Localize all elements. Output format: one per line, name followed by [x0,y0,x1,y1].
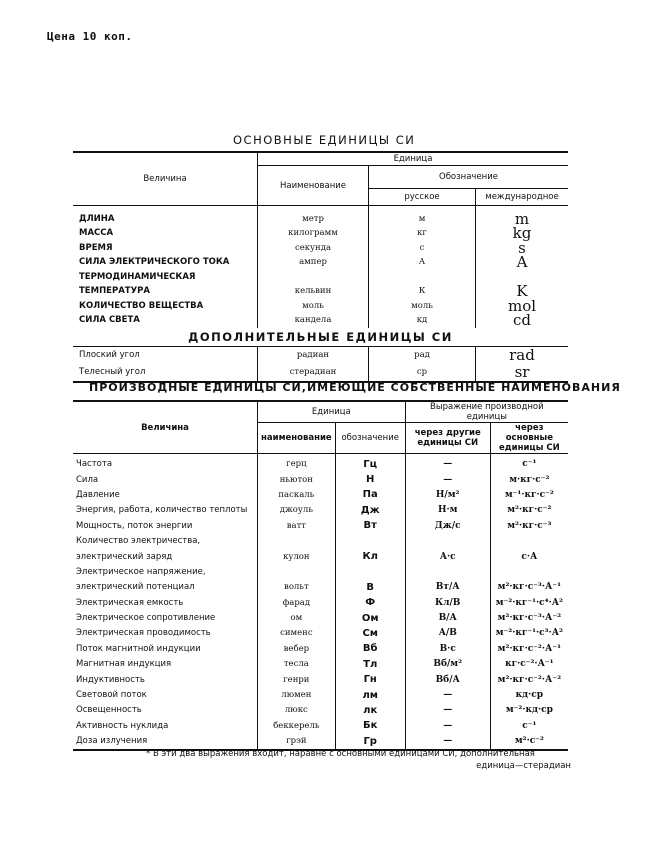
supp-row-solid-angle [73,364,568,382]
symbol-cell: Вб [335,641,405,656]
quantity-cell: Количество электричества, [76,536,201,547]
derived-row [73,718,568,733]
quantity-cell: Доза излучения [76,736,148,747]
quantity-cell: Электрическая проводимость [76,628,211,639]
name-cell: радиан [258,346,369,364]
via-other-cell [405,564,490,579]
via-other-cell: А/В [405,626,490,641]
base-row-mass [73,226,568,241]
name-cell: кулон [258,549,336,564]
via-other-cell [405,533,490,548]
via-other-cell: Кл/В [405,595,490,610]
ru-cell: с [369,241,476,256]
name-cell: моль [258,299,369,314]
via-base-cell [490,564,568,579]
supplementary-title: ДОПОЛНИТЕЛЬНЫЕ ЕДИНИЦЫ СИ [73,328,568,347]
ru-cell: кг [369,226,476,241]
via-base-cell: с·А [490,549,568,564]
name-cell: ом [258,610,336,625]
quantity-cell: электрический заряд [76,551,173,562]
derived-row [73,503,568,518]
quantity-cell: Частота [76,459,113,470]
quantity-cell: Электрическая емкость [76,597,184,608]
derived-units-title: ПРОИЗВОДНЫЕ ЕДИНИЦЫ СИ,ИМЕЮЩИЕ СОБСТВЕННЫЕ НАИМЕНОВАНИЯ [89,381,621,394]
base-row-current [73,255,568,270]
via-other-cell: Н·м [405,503,490,518]
name-cell: люкс [258,703,336,718]
quantity-cell: ТЕРМОДИНАМИЧЕСКАЯ [79,271,196,282]
name-cell: беккерель [258,718,336,733]
base-units-title: ОСНОВНЫЕ ЕДИНИЦЫ СИ [233,133,416,147]
via-other-cell: А·с [405,549,490,564]
ru-cell [369,270,476,285]
via-base-cell: м²·кг·с⁻² [490,503,568,518]
intl-cell: mol [476,299,569,314]
via-base-cell: с⁻¹ [490,457,568,472]
quantity-cell: ДЛИНА [79,213,115,224]
via-other-cell: В·с [405,641,490,656]
quantity-cell: электрический потенциал [76,582,195,593]
symbol-cell: Кл [335,549,405,564]
name-cell: герц [258,457,336,472]
name-cell: ампер [258,255,369,270]
name-cell [258,270,369,285]
symbol-cell: Гр [335,734,405,750]
quantity-cell: Давление [76,489,120,500]
via-base-cell: м⁻²·кг⁻¹·с³·А² [490,626,568,641]
header-name: Наименование [258,166,369,206]
via-base-cell: м⁻²·кд·ср [490,703,568,718]
name-cell: секунда [258,241,369,256]
name-cell: тесла [258,657,336,672]
header-russian: русское [369,189,476,206]
derived-row [73,564,568,579]
quantity-cell: Активность нуклида [76,720,169,731]
derived-units-table [73,400,568,751]
base-row-thermo [73,270,568,285]
symbol-cell: лк [335,703,405,718]
base-row-temperature [73,284,568,299]
via-other-cell: Н/м² [405,487,490,502]
via-base-cell: кд·ср [490,687,568,702]
footnote-line-2: единица—стерадиан [476,761,571,771]
ru-cell: ср [369,364,476,382]
via-base-cell: м²·кг·с⁻³·А⁻² [490,610,568,625]
derived-row [73,533,568,548]
via-base-cell: м²·кг·с⁻³ [490,518,568,533]
footnote-line-1: * В эти два выражения входит, наравне с основными единицами СИ, дополнительная [146,749,535,759]
quantity-cell: ТЕМПЕРАТУРА [79,286,150,297]
quantity-cell: КОЛИЧЕСТВО ВЕЩЕСТВА [79,300,204,311]
symbol-cell: Гн [335,672,405,687]
via-other-cell: Дж/с [405,518,490,533]
name-cell: кандела [258,313,369,328]
base-row-time [73,241,568,256]
header-via-other: через другие единицы СИ [405,423,490,454]
name-cell: сименс [258,626,336,641]
via-base-cell: м⁻¹·кг·с⁻² [490,487,568,502]
symbol-cell: Тл [335,657,405,672]
base-units-table [73,151,568,383]
via-base-cell: м·кг·с⁻² [490,472,568,487]
derived-row [73,472,568,487]
quantity-cell: Телесный угол [79,367,146,377]
quantity-cell: ВРЕМЯ [79,242,113,253]
name-cell: вебер [258,641,336,656]
symbol-cell: Ф [335,595,405,610]
symbol-cell [335,533,405,548]
name-cell [258,533,336,548]
supp-row-plane-angle [73,346,568,364]
quantity-cell: Энергия, работа, количество теплоты [76,505,248,516]
via-other-cell: — [405,472,490,487]
via-other-cell: — [405,457,490,472]
via-base-cell: с⁻¹ [490,718,568,733]
header-unit: Единица [258,401,406,423]
via-base-cell: м²·с⁻² [490,734,568,750]
footnote [146,748,571,772]
via-base-cell: м⁻²·кг⁻¹·с⁴·А² [490,595,568,610]
quantity-cell: Электрическое напряжение, [76,566,206,577]
derived-row [73,487,568,502]
quantity-cell: Магнитная индукция [76,659,172,670]
derived-row [73,518,568,533]
derived-row [73,610,568,625]
intl-cell: sr [476,364,569,382]
header-quantity: Величина [73,401,258,454]
name-cell [258,564,336,579]
quantity-cell: Сила [76,474,99,485]
base-row-luminous [73,313,568,328]
quantity-cell: СИЛА СВЕТА [79,315,140,326]
price-label: Цена 10 коп. [47,30,133,43]
quantity-cell: Поток магнитной индукции [76,643,201,654]
name-cell: метр [258,212,369,227]
via-base-cell [490,533,568,548]
intl-cell: m [476,212,569,227]
derived-row [73,672,568,687]
via-base-cell: м²·кг·с⁻³·А⁻¹ [490,580,568,595]
name-cell: стерадиан [258,364,369,382]
via-other-cell: Вб/м² [405,657,490,672]
ru-cell: К [369,284,476,299]
name-cell: фарад [258,595,336,610]
header-designation: обозначение [335,423,405,454]
name-cell: килограмм [258,226,369,241]
base-row-length [73,212,568,227]
via-other-cell: Вб/А [405,672,490,687]
derived-row [73,595,568,610]
quantity-cell: Освещенность [76,705,142,716]
quantity-cell: Плоский угол [79,350,140,360]
quantity-cell: Световой поток [76,690,147,701]
symbol-cell: лм [335,687,405,702]
derived-row [73,549,568,564]
via-base-cell: м²·кг·с⁻²·А⁻¹ [490,641,568,656]
header-via-base: через основные единицы СИ [490,423,568,454]
intl-cell: A [476,255,569,270]
base-row-amount [73,299,568,314]
via-base-cell: м²·кг·с⁻²·А⁻² [490,672,568,687]
name-cell: паскаль [258,487,336,502]
derived-row [73,703,568,718]
header-expression: Выражение производной единицы [405,401,568,423]
derived-row [73,580,568,595]
symbol-cell: Дж [335,503,405,518]
name-cell: генри [258,672,336,687]
derived-row [73,657,568,672]
intl-cell: K [476,284,569,299]
ru-cell: м [369,212,476,227]
quantity-cell: МАССА [79,228,114,239]
intl-cell: cd [476,313,569,328]
via-other-cell: — [405,718,490,733]
intl-cell: rad [476,346,569,364]
header-international: международное [476,189,569,206]
ru-cell: А [369,255,476,270]
symbol-cell [335,564,405,579]
symbol-cell: Вт [335,518,405,533]
name-cell: кельвин [258,284,369,299]
header-unit: Единица [258,152,569,166]
symbol-cell: См [335,626,405,641]
via-base-cell: кг·с⁻²·А⁻¹ [490,657,568,672]
symbol-cell: Бк [335,718,405,733]
via-other-cell: Вт/А [405,580,490,595]
via-other-cell: — [405,687,490,702]
via-other-cell: — [405,703,490,718]
derived-row [73,687,568,702]
name-cell: джоуль [258,503,336,518]
name-cell: ватт [258,518,336,533]
quantity-cell: Индуктивность [76,674,145,685]
symbol-cell: В [335,580,405,595]
ru-cell: рад [369,346,476,364]
derived-row [73,641,568,656]
derived-row [73,626,568,641]
ru-cell: моль [369,299,476,314]
name-cell: люмен [258,687,336,702]
symbol-cell: Ом [335,610,405,625]
name-cell: вольт [258,580,336,595]
symbol-cell: Н [335,472,405,487]
name-cell: грэй [258,734,336,750]
intl-cell: kg [476,226,569,241]
quantity-cell: СИЛА ЭЛЕКТРИЧЕСКОГО ТОКА [79,257,230,268]
intl-cell: s [476,241,569,256]
header-designation: Обозначение [369,166,569,189]
symbol-cell: Па [335,487,405,502]
header-name: наименование [258,423,336,454]
via-other-cell: — [405,734,490,750]
name-cell: ньютон [258,472,336,487]
header-quantity: Величина [73,152,258,206]
quantity-cell: Мощность, поток энергии [76,520,193,531]
derived-row [73,457,568,472]
quantity-cell: Электрическое сопротивление [76,613,216,624]
via-other-cell: В/А [405,610,490,625]
ru-cell: кд [369,313,476,328]
symbol-cell: Гц [335,457,405,472]
